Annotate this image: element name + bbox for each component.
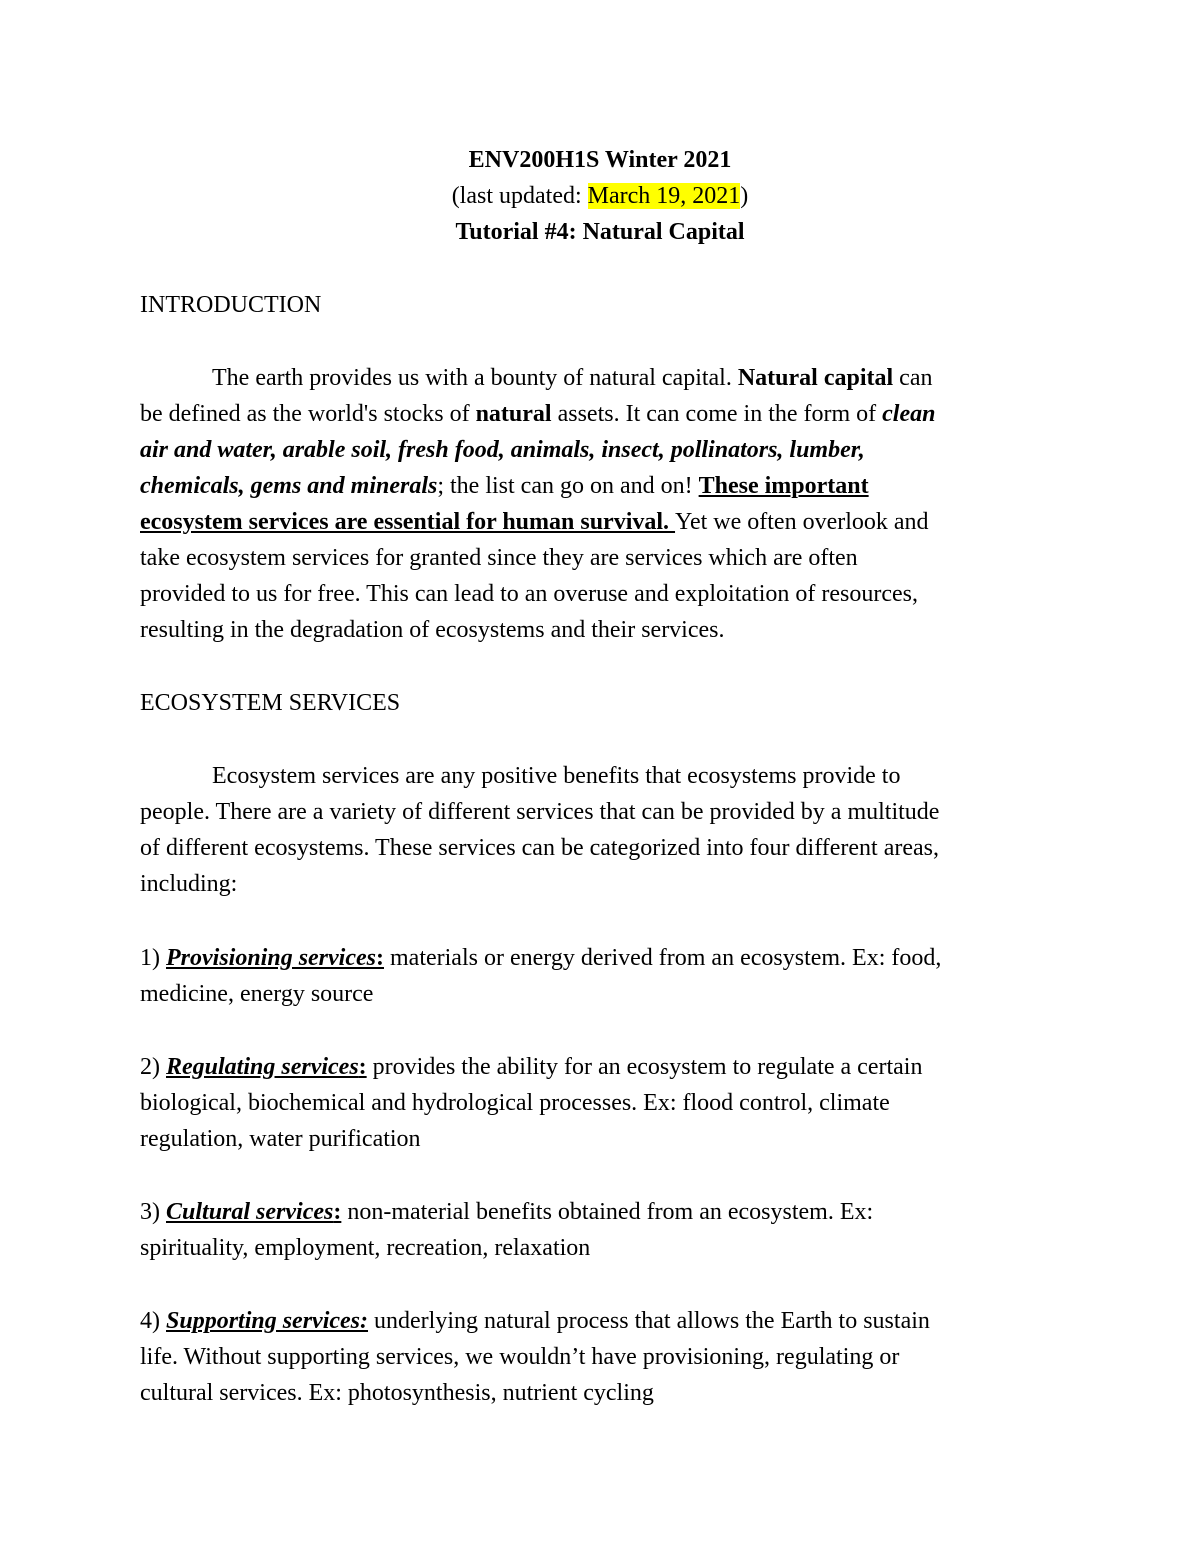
intro-text: assets. It can come in the form of — [551, 401, 883, 427]
service-description: provides the ability for an ecosystem to regulate a certain — [366, 1054, 923, 1080]
eco-line-2: people. There are a variety of different services that can be provided by a multitude — [140, 799, 940, 825]
service-colon: : — [358, 1054, 367, 1080]
updated-date: March 19, 2021 — [587, 183, 741, 209]
eco-line-4: including: — [140, 871, 238, 897]
intro-line-2 — [140, 396, 935, 432]
eco-line-1: Ecosystem services are any positive benefits that ecosystems provide to — [212, 763, 901, 789]
service-name: Supporting services: — [166, 1308, 369, 1334]
intro-line-6: take ecosystem services for granted since they are services which are often — [140, 545, 858, 571]
intro-text: can — [893, 365, 933, 391]
course-title: ENV200H1S Winter 2021 — [468, 147, 732, 173]
service-description: materials or energy derived from an ecosystem. Ex: food, — [384, 945, 942, 971]
service-number: 1) — [140, 945, 166, 971]
intro-text: ; the list can go on and on! — [437, 473, 699, 499]
intro-term-natural-capital: Natural capital — [737, 365, 894, 391]
intro-emphasis: ecosystem services are essential for human survival. — [140, 509, 676, 535]
intro-emphasis: These important — [698, 473, 869, 499]
intro-line-4 — [140, 468, 869, 504]
service-4-line-2: life. Without supporting services, we wouldn’t have provisioning, regulating or — [140, 1344, 900, 1370]
service-description: underlying natural process that allows the Earth to sustain — [368, 1308, 930, 1334]
intro-term-natural: natural — [475, 401, 552, 427]
service-name: Cultural services — [166, 1199, 334, 1225]
intro-text: be defined as the world's stocks of — [140, 401, 476, 427]
intro-text: The earth provides us with a bounty of natural capital. — [212, 365, 738, 391]
intro-heading: INTRODUCTION — [140, 292, 322, 318]
service-number: 2) — [140, 1054, 166, 1080]
service-colon: : — [376, 945, 384, 971]
eco-line-3: of different ecosystems. These services can be categorized into four different areas, — [140, 835, 939, 861]
ecosystem-heading: ECOSYSTEM SERVICES — [140, 690, 401, 716]
service-3-line-1 — [140, 1194, 873, 1230]
intro-examples: chemicals, gems and minerals — [140, 473, 438, 499]
service-1-line-2: medicine, energy source — [140, 981, 374, 1007]
service-2-line-2: biological, biochemical and hydrological processes. Ex: flood control, climate — [140, 1090, 890, 1116]
service-number: 4) — [140, 1308, 166, 1334]
service-4-line-3: cultural services. Ex: photosynthesis, nutrient cycling — [140, 1380, 654, 1406]
service-2-line-3: regulation, water purification — [140, 1126, 421, 1152]
intro-line-5 — [140, 504, 929, 540]
tutorial-title: Tutorial #4: Natural Capital — [455, 219, 745, 245]
service-name: Regulating services — [166, 1054, 359, 1080]
service-2-line-1 — [140, 1049, 922, 1085]
intro-line-3: air and water, arable soil, fresh food, animals, insect, pollinators, lumber, — [140, 437, 865, 463]
intro-line-1 — [212, 360, 932, 396]
service-number: 3) — [140, 1199, 166, 1225]
service-3-line-2: spirituality, employment, recreation, relaxation — [140, 1235, 591, 1261]
intro-examples: clean — [882, 401, 936, 427]
service-colon: : — [333, 1199, 342, 1225]
intro-text: Yet we often overlook and — [675, 509, 929, 535]
service-4-line-1 — [140, 1303, 930, 1339]
service-name: Provisioning services — [166, 945, 376, 971]
updated-prefix: (last updated: — [451, 183, 588, 209]
intro-line-7: provided to us for free. This can lead to an overuse and exploitation of resources, — [140, 581, 918, 607]
service-description: non-material benefits obtained from an ecosystem. Ex: — [341, 1199, 874, 1225]
service-1-line-1 — [140, 940, 941, 976]
updated-suffix: ) — [740, 183, 749, 209]
last-updated — [0, 178, 1200, 214]
intro-line-8: resulting in the degradation of ecosystems and their services. — [140, 617, 725, 643]
